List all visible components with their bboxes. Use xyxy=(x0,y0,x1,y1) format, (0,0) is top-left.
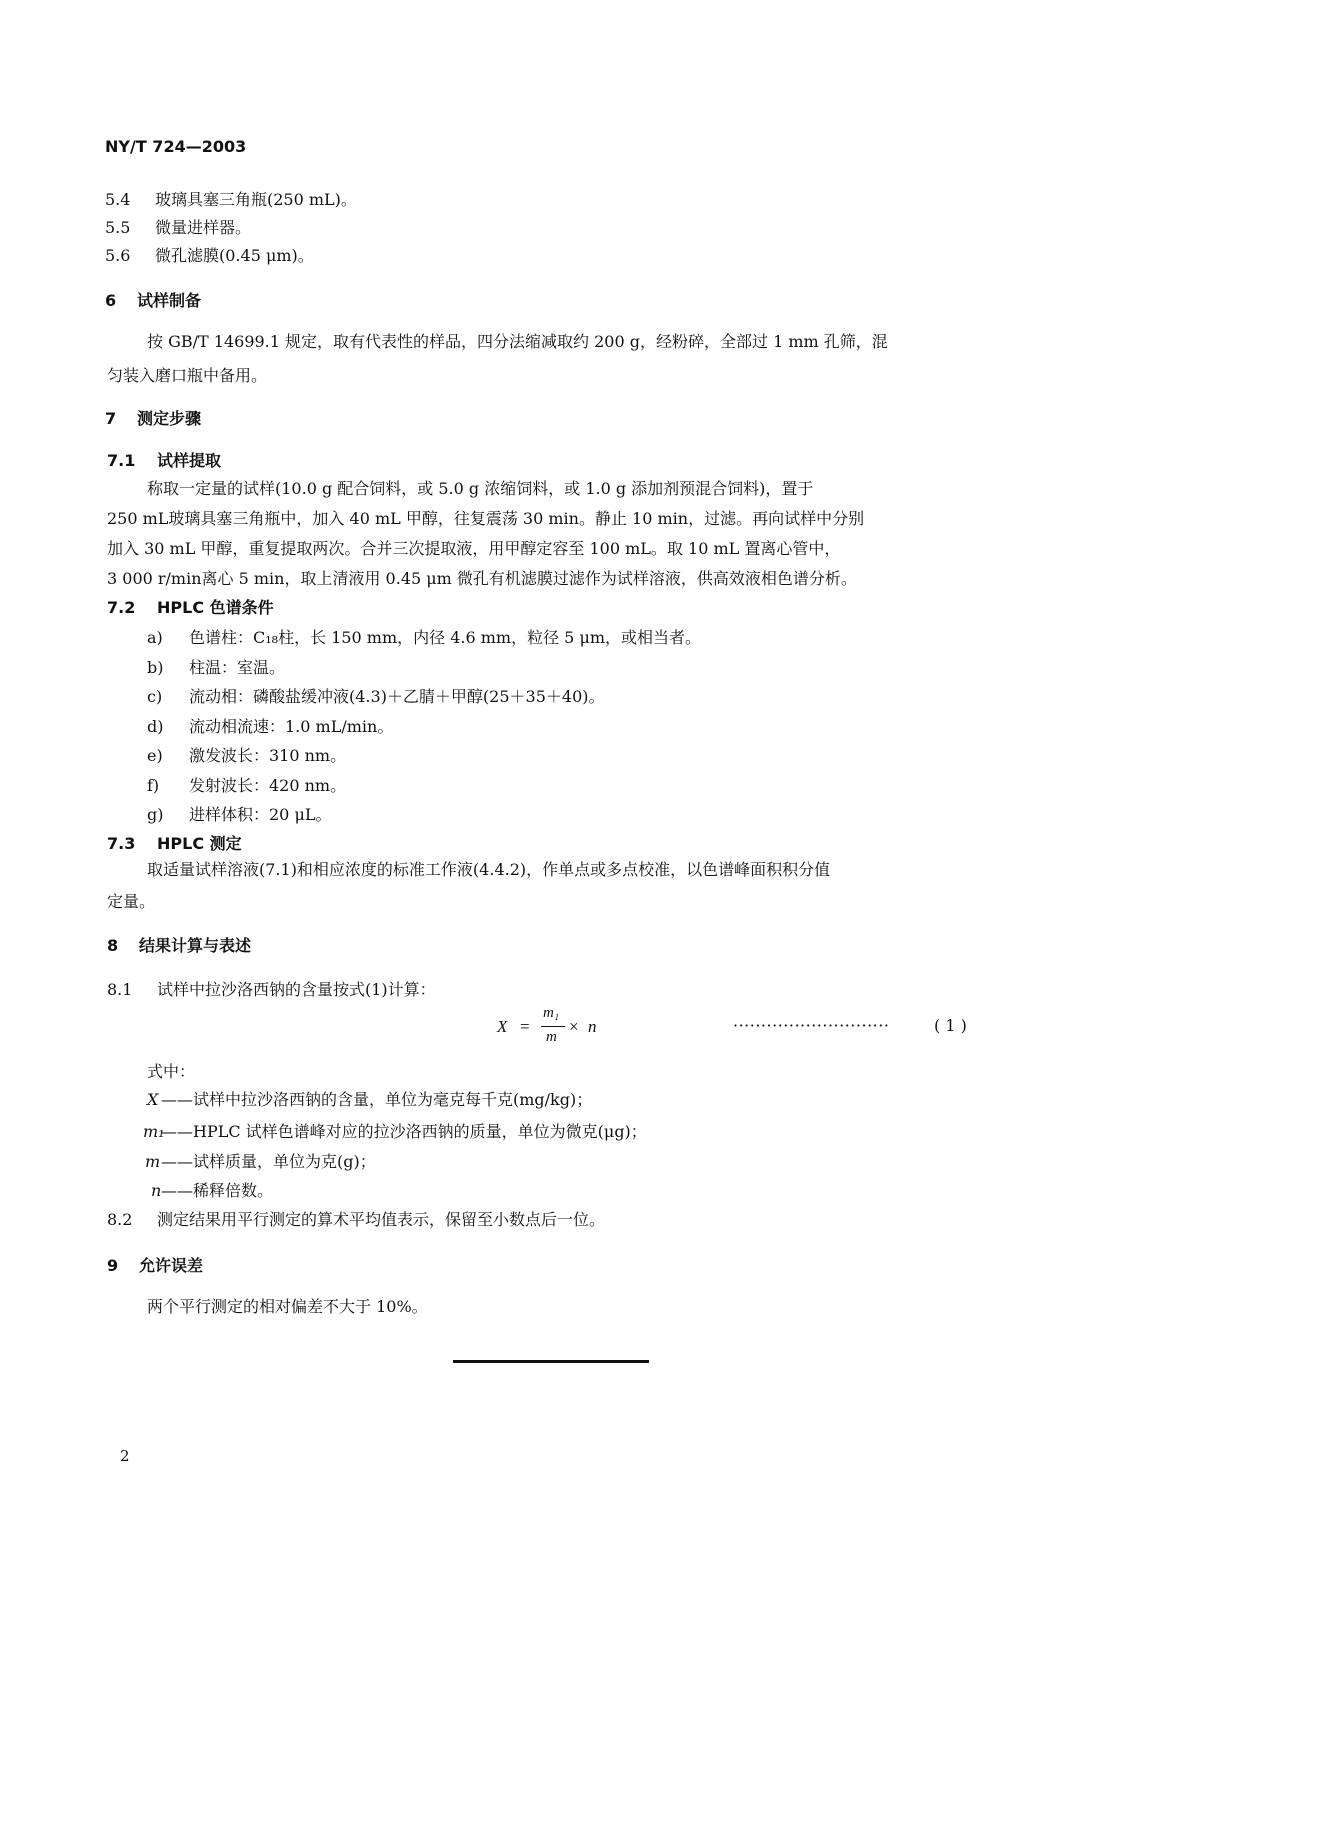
subsection-title: HPLC 色谱条件 xyxy=(157,598,274,617)
list-item xyxy=(151,1183,273,1199)
paragraph-line: 称取一定量的试样(10.0 g 配合饲料，或 5.0 g 浓缩饲料，或 1.0 g 添加剂预混合饲料)，置于 xyxy=(147,479,814,498)
item-label: c) xyxy=(147,687,163,706)
variable-symbol: X xyxy=(147,1090,159,1109)
section-number: 6 xyxy=(105,291,117,310)
item-text: 色谱柱：C₁₈柱，长 150 mm，内径 4.6 mm，粒径 5 μm，或相当者。 xyxy=(189,628,702,647)
subsection-heading xyxy=(107,836,242,852)
end-rule xyxy=(453,1360,649,1363)
list-item xyxy=(107,1212,605,1228)
item-label: g) xyxy=(147,805,164,824)
item-label: f) xyxy=(147,776,160,795)
paragraph-line: 两个平行测定的相对偏差不大于 10%。 xyxy=(147,1297,428,1316)
formula-times: × xyxy=(569,1017,579,1036)
item-text: 流动相流速：1.0 mL/min。 xyxy=(189,717,394,736)
item-text: 柱温：室温。 xyxy=(189,658,286,677)
section-title: 测定步骤 xyxy=(137,409,202,428)
variable-symbol: n xyxy=(151,1181,162,1200)
list-item xyxy=(105,220,251,236)
paragraph-line: 3 000 r/min离心 5 min，取上清液用 0.45 μm 微孔有机滤膜过滤作为试样溶液，供高效液相色谱分析。 xyxy=(107,569,857,588)
variable-symbol: m xyxy=(145,1152,161,1171)
list-item xyxy=(147,689,605,705)
where-label: 式中： xyxy=(147,1062,196,1081)
list-item xyxy=(105,192,357,208)
subsection-title: 试样提取 xyxy=(157,451,222,470)
item-text: 流动相：磷酸盐缓冲液(4.3)＋乙腈＋甲醇(25＋35＋40)。 xyxy=(189,687,605,706)
item-label: e) xyxy=(147,746,163,765)
formula-var: n xyxy=(588,1017,597,1036)
formula-denominator: m xyxy=(546,1029,557,1045)
page-number: 2 xyxy=(120,1447,130,1465)
subsection-heading xyxy=(107,453,221,469)
formula-equals: = xyxy=(520,1017,530,1036)
paragraph-line: 加入 30 mL 甲醇，重复提取两次。合并三次提取液，用甲醇定容至 100 mL。取 10 mL 置离心管中， xyxy=(107,539,841,558)
paragraph-line: 取适量试样溶液(7.1)和相应浓度的标准工作液(4.4.2)，作单点或多点校准，以色谱峰面积积分值 xyxy=(147,860,831,879)
clause-number: 5.6 xyxy=(105,246,131,265)
formula-label: ( 1 ) xyxy=(934,1016,967,1035)
clause-number: 8.2 xyxy=(107,1210,133,1229)
variable-symbol: m₁ xyxy=(143,1122,165,1141)
clause-text: 测定结果用平行测定的算术平均值表示，保留至小数点后一位。 xyxy=(157,1210,606,1229)
formula-leader: ···························· xyxy=(733,1016,890,1035)
clause-text: 玻璃具塞三角瓶(250 mL)。 xyxy=(155,190,357,209)
subsection-title: HPLC 测定 xyxy=(157,834,242,853)
fraction-bar xyxy=(541,1026,565,1027)
list-item xyxy=(147,1092,592,1108)
list-item xyxy=(145,1154,376,1170)
section-title: 结果计算与表述 xyxy=(139,936,252,955)
section-heading xyxy=(107,938,251,954)
list-item xyxy=(147,719,393,735)
list-item xyxy=(147,630,701,646)
section-number: 7 xyxy=(105,409,117,428)
subsection-number: 7.1 xyxy=(107,451,136,470)
paragraph-line: 匀装入磨口瓶中备用。 xyxy=(107,366,268,385)
item-label: d) xyxy=(147,717,164,736)
clause-text: 微量进样器。 xyxy=(155,218,252,237)
item-label: b) xyxy=(147,658,164,677)
list-item xyxy=(147,748,346,764)
list-item xyxy=(147,807,331,823)
item-text: 激发波长：310 nm。 xyxy=(189,746,347,765)
list-item xyxy=(147,660,285,676)
clause-number: 8.1 xyxy=(107,980,133,999)
list-item xyxy=(105,248,314,264)
section-heading xyxy=(105,293,201,309)
paragraph-line: 按 GB/T 14699.1 规定，取有代表性的样品，四分法缩减取约 200 g，经粉碎，全部过 1 mm 孔筛，混 xyxy=(147,332,888,351)
section-heading xyxy=(107,1258,203,1274)
paragraph-line: 定量。 xyxy=(107,892,156,911)
formula-numerator: m₁ xyxy=(543,1005,560,1021)
clause-number: 5.5 xyxy=(105,218,131,237)
list-item xyxy=(107,982,436,998)
variable-desc: ——稀释倍数。 xyxy=(161,1181,274,1200)
paragraph-line: 250 mL玻璃具塞三角瓶中，加入 40 mL 甲醇，往复震荡 30 min。静止 10 min，过滤。再向试样中分别 xyxy=(107,509,865,528)
document-id: NY/T 724—2003 xyxy=(105,137,247,156)
formula-lhs: X xyxy=(497,1017,508,1036)
subsection-heading xyxy=(107,600,274,616)
section-title: 允许误差 xyxy=(139,1256,204,1275)
variable-desc: ——试样质量，单位为克(g)； xyxy=(161,1152,376,1171)
clause-number: 5.4 xyxy=(105,190,131,209)
list-item xyxy=(143,1124,647,1140)
variable-desc: ——试样中拉沙洛西钠的含量，单位为毫克每千克(mg/kg)； xyxy=(161,1090,593,1109)
list-item xyxy=(147,778,346,794)
clause-text: 试样中拉沙洛西钠的含量按式(1)计算： xyxy=(157,980,436,999)
item-label: a) xyxy=(147,628,163,647)
item-text: 进样体积：20 μL。 xyxy=(189,805,332,824)
clause-text: 微孔滤膜(0.45 μm)。 xyxy=(155,246,314,265)
section-number: 9 xyxy=(107,1256,119,1275)
section-heading xyxy=(105,411,201,427)
section-number: 8 xyxy=(107,936,119,955)
subsection-number: 7.3 xyxy=(107,834,136,853)
subsection-number: 7.2 xyxy=(107,598,136,617)
item-text: 发射波长：420 nm。 xyxy=(189,776,347,795)
variable-desc: ——HPLC 试样色谱峰对应的拉沙洛西钠的质量，单位为微克(μg)； xyxy=(161,1122,647,1141)
section-title: 试样制备 xyxy=(137,291,202,310)
